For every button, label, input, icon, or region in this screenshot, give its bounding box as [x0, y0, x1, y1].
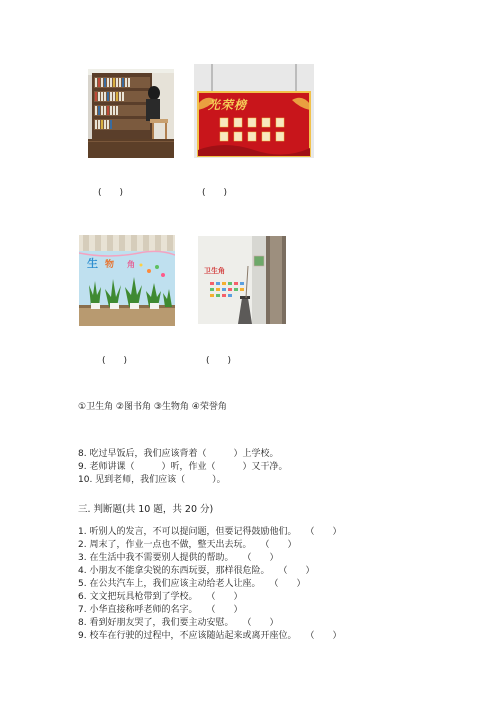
judge-item-8: 8. 看到好朋友哭了，我们要主动安慰。 （ ）: [78, 618, 279, 628]
section-3-title: 三. 判断题(共 10 题，共 20 分): [78, 504, 214, 515]
banner-title: 光荣榜: [208, 98, 248, 112]
judge-item-5: 5. 在公共汽车上，我们应该主动给老人让座。 （ ）: [78, 579, 306, 589]
judge-item-7: 7. 小华直接称呼老师的名字。 （ ）: [78, 605, 243, 615]
photo-honor-board: [194, 64, 314, 158]
photo-plant-corner: [79, 235, 175, 326]
judge-item-9: 9. 校车在行驶的过程中，不应该随站起来或离开座位。 （ ）: [78, 631, 342, 641]
plant-corner-char-3: 角: [127, 260, 135, 269]
answer-slot-4: ( ): [206, 356, 232, 366]
options-line: ①卫生角 ②图书角 ③生物角 ④荣誉角: [78, 402, 227, 412]
answer-slot-3: ( ): [102, 356, 128, 366]
answer-slot-2: ( ): [202, 188, 228, 198]
judge-item-3: 3. 在生活中我不需要别人提供的帮助。 （ ）: [78, 553, 279, 563]
fill-question-8: 8. 吃过早饭后，我们应该背着（ ）上学校。: [78, 449, 279, 459]
answer-slot-1: ( ): [98, 188, 124, 198]
photo-library-corner: [88, 69, 174, 158]
hygiene-corner-sign: 卫生角: [204, 267, 225, 275]
fill-question-9: 9. 老师讲课（ ）听，作业（ ）又干净。: [78, 462, 288, 472]
judge-item-6: 6. 文文把玩具枪带到了学校。 （ ）: [78, 592, 243, 602]
judge-item-4: 4. 小朋友不能拿尖锐的东西玩耍，那样很危险。 （ ）: [78, 566, 315, 576]
judge-item-2: 2. 周末了，作业一点也不做，整天出去玩。 （ ）: [78, 540, 297, 550]
photo-hygiene-corner: [198, 236, 286, 324]
judge-item-1: 1. 听别人的发言，不可以提问题，但要记得鼓励他们。 （ ）: [78, 527, 342, 537]
plant-corner-char-2: 物: [105, 260, 115, 270]
plant-corner-char-1: 生: [87, 257, 98, 270]
fill-question-10: 10. 见到老师，我们应该（ ）。: [78, 475, 226, 485]
